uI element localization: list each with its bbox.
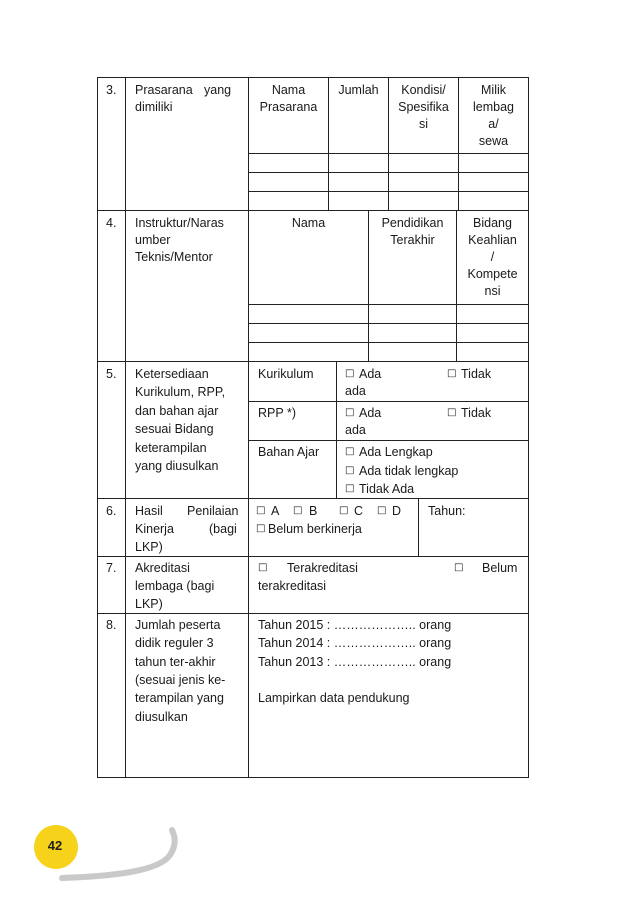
checkbox-belum-terakreditasi[interactable]: □: [454, 562, 464, 573]
checkbox-rpp-ada[interactable]: □: [345, 407, 355, 418]
row-number: 8.: [106, 618, 117, 632]
checkbox-belum-berkinerja[interactable]: □: [256, 523, 266, 534]
row-number: 6.: [106, 504, 117, 518]
header-milik: Milik: [481, 83, 506, 97]
header-nama: Nama: [291, 216, 326, 230]
label-tahun: Tahun:: [428, 504, 466, 518]
checkbox-ada-tidak-lengkap[interactable]: □: [345, 465, 355, 476]
checkbox-terakreditasi[interactable]: □: [258, 562, 268, 573]
header-nama-prasarana: Nama: [271, 83, 306, 97]
checkbox-kurikulum-tidak[interactable]: □: [447, 368, 457, 379]
tahun-2015-line: Tahun 2015 : ……………….. orang: [258, 618, 452, 632]
tahun-2014-line: Tahun 2014 : ……………….. orang: [258, 636, 452, 650]
checkbox-rpp-tidak[interactable]: □: [447, 407, 457, 418]
tahun-2013-line: Tahun 2013 : ……………….. orang: [258, 655, 452, 669]
swoosh-decoration: [62, 830, 175, 878]
row-number: 3.: [106, 83, 117, 97]
row-number: 7.: [106, 561, 117, 575]
page-number: 42: [47, 838, 63, 853]
checkbox-d[interactable]: □: [377, 505, 387, 516]
header-pendidikan: Pendidikan: [381, 216, 444, 230]
row-number: 5.: [106, 367, 117, 381]
header-jumlah: Jumlah: [338, 83, 379, 97]
header-bidang: Bidang: [473, 216, 512, 230]
checkbox-b[interactable]: □: [293, 505, 303, 516]
checkbox-kurikulum-ada[interactable]: □: [345, 368, 355, 379]
header-kondisi: Kondisi/: [401, 83, 446, 97]
checkbox-ada-lengkap[interactable]: □: [345, 446, 355, 457]
lampiran-note: Lampirkan data pendukung: [258, 691, 410, 705]
label-bahan-ajar: Bahan Ajar: [258, 445, 320, 459]
checkbox-tidak-ada[interactable]: □: [345, 483, 355, 494]
label-kurikulum: Kurikulum: [258, 367, 314, 381]
checkbox-c[interactable]: □: [339, 505, 349, 516]
row-number: 4.: [106, 216, 117, 230]
checkbox-a[interactable]: □: [256, 505, 266, 516]
label-rpp: RPP *): [258, 406, 296, 420]
